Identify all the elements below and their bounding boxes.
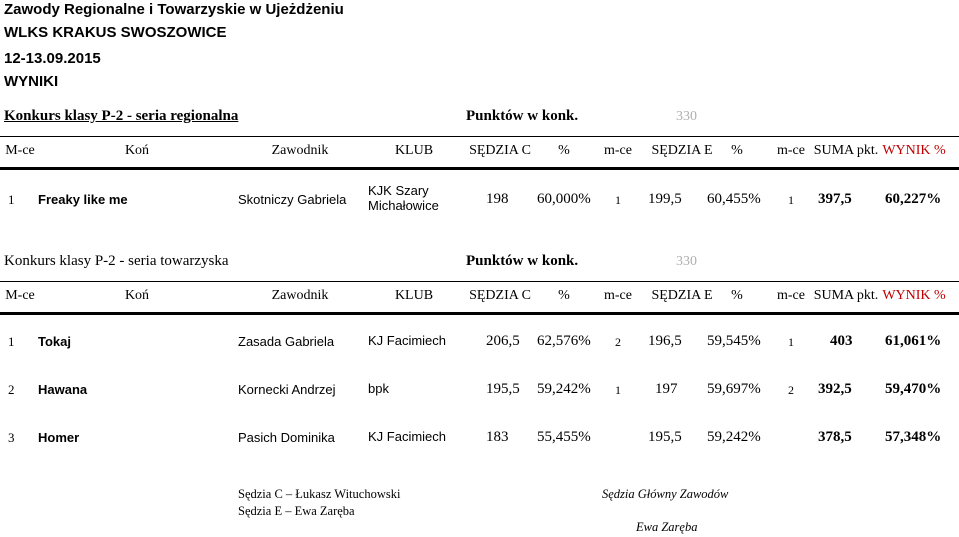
row-horse: Tokaj <box>38 334 71 349</box>
row-place: 1 <box>8 334 15 349</box>
row-pct-c: 55,455% <box>537 429 591 445</box>
section-1-points-label: Punktów w konk. <box>466 108 579 124</box>
row-score-c: 195,5 <box>486 381 520 397</box>
col-club: KLUB <box>394 288 434 303</box>
row-pct-e: 59,242% <box>707 429 761 445</box>
row-sum: 378,5 <box>818 429 852 445</box>
section-2-title: Konkurs klasy P-2 - seria towarzyska <box>4 253 229 269</box>
col-pct-c: % <box>558 143 570 158</box>
chief-judge-label: Sędzia Główny Zawodów <box>602 487 729 501</box>
club-name: WLKS KRAKUS SWOSZOWICE <box>4 24 227 41</box>
table-row <box>0 324 959 372</box>
row-sum: 392,5 <box>818 381 852 397</box>
row-sum: 397,5 <box>818 191 852 207</box>
section-2-points-value: 330 <box>676 254 697 269</box>
row-place-e: 1 <box>788 193 794 207</box>
row-club: KJ Facimiech <box>368 333 447 348</box>
row-result: 61,061% <box>885 333 942 349</box>
col-pct-e: % <box>731 143 743 158</box>
row-score-c: 183 <box>486 429 509 445</box>
col-horse: Koń <box>124 288 150 303</box>
chief-judge-name: Ewa Zaręba <box>636 520 698 534</box>
col-place-e: m-ce <box>777 143 805 158</box>
judge-e-signature: Sędzia E – Ewa Zaręba <box>238 504 355 518</box>
row-score-e: 196,5 <box>648 333 682 349</box>
row-score-e: 199,5 <box>648 191 682 207</box>
row-club: KJ Facimiech <box>368 429 447 444</box>
col-result: WYNIK % <box>882 288 946 303</box>
table-row <box>0 372 959 420</box>
row-place: 1 <box>8 192 15 207</box>
row-place-c: 1 <box>615 383 621 397</box>
row-horse: Hawana <box>38 382 88 397</box>
row-score-e: 197 <box>655 381 678 397</box>
judge-c-signature: Sędzia C – Łukasz Wituchowski <box>238 487 401 501</box>
event-title: Zawody Regionalne i Towarzyskie w Ujeżdżeniu <box>4 1 344 18</box>
row-score-e: 195,5 <box>648 429 682 445</box>
row-pct-e: 59,697% <box>707 381 761 397</box>
col-judge-c: SĘDZIA C <box>469 143 531 158</box>
col-pct-c: % <box>558 288 570 303</box>
row-pct-c: 59,242% <box>537 381 591 397</box>
row-place: 3 <box>8 430 15 445</box>
col-place: M-ce <box>5 288 35 303</box>
col-pct-e: % <box>731 288 743 303</box>
row-club-line2: Michałowice <box>368 198 439 213</box>
row-pct-c: 62,576% <box>537 333 591 349</box>
row-place-c: 2 <box>615 335 621 349</box>
section-2-column-header <box>0 281 959 315</box>
col-judge-e: SĘDZIA E <box>651 143 713 158</box>
row-club-line1: KJK Szary <box>368 183 429 198</box>
col-result: WYNIK % <box>882 143 946 158</box>
col-judge-e: SĘDZIA E <box>651 288 713 303</box>
col-rider: Zawodnik <box>271 288 329 303</box>
row-horse: Freaky like me <box>38 192 128 207</box>
col-place: M-ce <box>5 143 35 158</box>
section-1-points-value: 330 <box>676 109 697 124</box>
row-pct-e: 59,545% <box>707 333 761 349</box>
col-place-c: m-ce <box>604 288 632 303</box>
row-place-c: 1 <box>615 193 621 207</box>
row-score-c: 198 <box>486 191 509 207</box>
col-sum: SUMA pkt. <box>813 143 879 158</box>
row-horse: Homer <box>38 430 80 445</box>
col-place-c: m-ce <box>604 143 632 158</box>
row-rider: Skotniczy Gabriela <box>238 192 347 207</box>
row-rider: Zasada Gabriela <box>238 334 335 349</box>
row-score-c: 206,5 <box>486 333 520 349</box>
col-sum: SUMA pkt. <box>813 288 879 303</box>
results-heading: WYNIKI <box>4 73 59 90</box>
col-horse: Koń <box>124 143 150 158</box>
row-club: bpk <box>368 381 389 396</box>
col-club: KLUB <box>394 143 434 158</box>
row-place-e: 1 <box>788 335 794 349</box>
col-place-e: m-ce <box>777 288 805 303</box>
section-2-points-label: Punktów w konk. <box>466 253 579 269</box>
row-result: 57,348% <box>885 429 942 445</box>
event-date: 12-13.09.2015 <box>4 50 101 67</box>
section-1-column-header <box>0 136 959 170</box>
row-pct-e: 60,455% <box>707 191 761 207</box>
row-place-e: 2 <box>788 383 794 397</box>
row-place: 2 <box>8 382 15 397</box>
col-rider: Zawodnik <box>271 143 329 158</box>
row-pct-c: 60,000% <box>537 191 591 207</box>
row-result: 60,227% <box>885 191 942 207</box>
row-sum: 403 <box>830 333 853 349</box>
col-judge-c: SĘDZIA C <box>469 288 531 303</box>
table-row <box>0 420 959 468</box>
row-result: 59,470% <box>885 381 942 397</box>
row-rider: Kornecki Andrzej <box>238 382 336 397</box>
row-rider: Pasich Dominika <box>238 430 335 445</box>
section-1-title: Konkurs klasy P-2 - seria regionalna <box>4 108 239 124</box>
table-row <box>0 178 959 226</box>
